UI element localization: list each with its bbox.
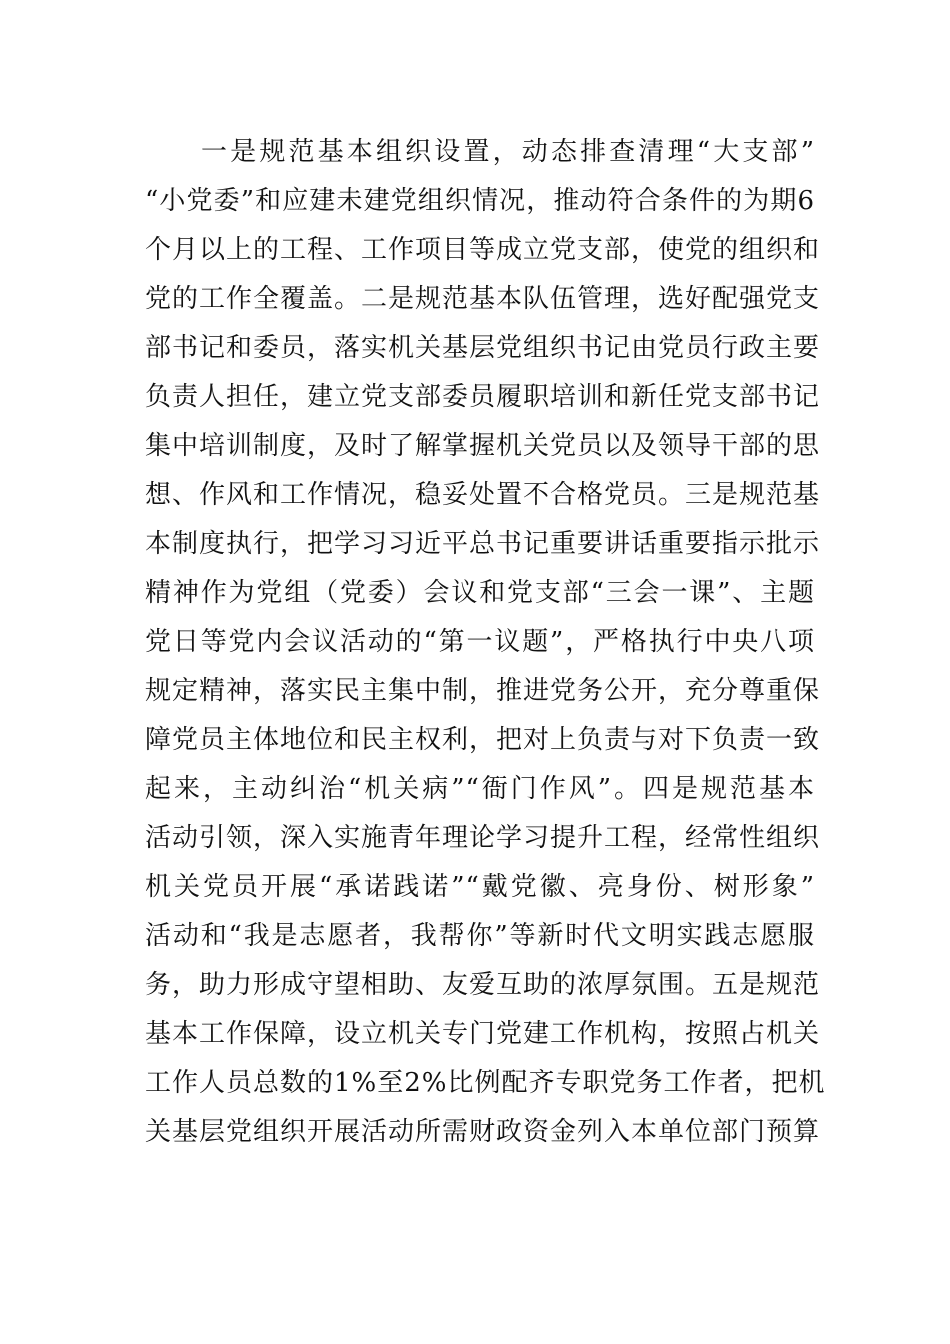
paragraph-line-8: 想、作风和工作情况，稳妥处置不合格党员。三是规范基 (145, 480, 821, 510)
paragraph-line-13: 障党员主体地位和民主权利，把对上负责与对下负责一致 (145, 725, 821, 755)
paragraph-line-7: 集中培训制度，及时了解掌握机关党员以及领导干部的思 (145, 431, 821, 461)
body-paragraph (145, 128, 826, 1157)
paragraph-line-5: 部书记和委员，落实机关基层党组织书记由党员行政主要 (145, 333, 821, 363)
paragraph-line-9: 本制度执行，把学习习近平总书记重要讲话重要指示批示 (145, 529, 821, 559)
paragraph-line-17: 活动和“我是志愿者，我帮你”等新时代文明实践志愿服 (145, 921, 815, 951)
paragraph-line-12: 规定精神，落实民主集中制，推进党务公开，充分尊重保 (145, 676, 821, 706)
paragraph-line-3: 个月以上的工程、工作项目等成立党支部，使党的组织和 (145, 235, 821, 265)
paragraph-line-20: 工作人员总数的1%至2%比例配齐专职党务工作者，把机 (145, 1068, 826, 1098)
paragraph-line-18: 务，助力形成守望相助、友爱互助的浓厚氛围。五是规范 (145, 970, 821, 1000)
paragraph-line-10: 精神作为党组（党委）会议和党支部“三会一课”、主题 (145, 578, 815, 608)
paragraph-line-15: 活动引领，深入实施青年理论学习提升工程，经常性组织 (145, 823, 821, 853)
paragraph-line-14: 起来，主动纠治“机关病”“衙门作风”。四是规范基本 (145, 774, 815, 804)
paragraph-line-2: “小党委”和应建未建党组织情况，推动符合条件的为期6 (145, 186, 815, 216)
paragraph-line-6: 负责人担任，建立党支部委员履职培训和新任党支部书记 (145, 382, 821, 412)
paragraph-line-21: 关基层党组织开展活动所需财政资金列入本单位部门预算 (145, 1117, 821, 1147)
paragraph-line-11: 党日等党内会议活动的“第一议题”，严格执行中央八项 (145, 627, 815, 657)
paragraph-line-19: 基本工作保障，设立机关专门党建工作机构，按照占机关 (145, 1019, 821, 1049)
paragraph-line-4: 党的工作全覆盖。二是规范基本队伍管理，选好配强党支 (145, 284, 821, 314)
paragraph-line-16: 机关党员开展“承诺践诺”“戴党徽、亮身份、树形象” (145, 872, 815, 902)
paragraph-line-1: 一是规范基本组织设置，动态排查清理“大支部” (201, 137, 815, 167)
